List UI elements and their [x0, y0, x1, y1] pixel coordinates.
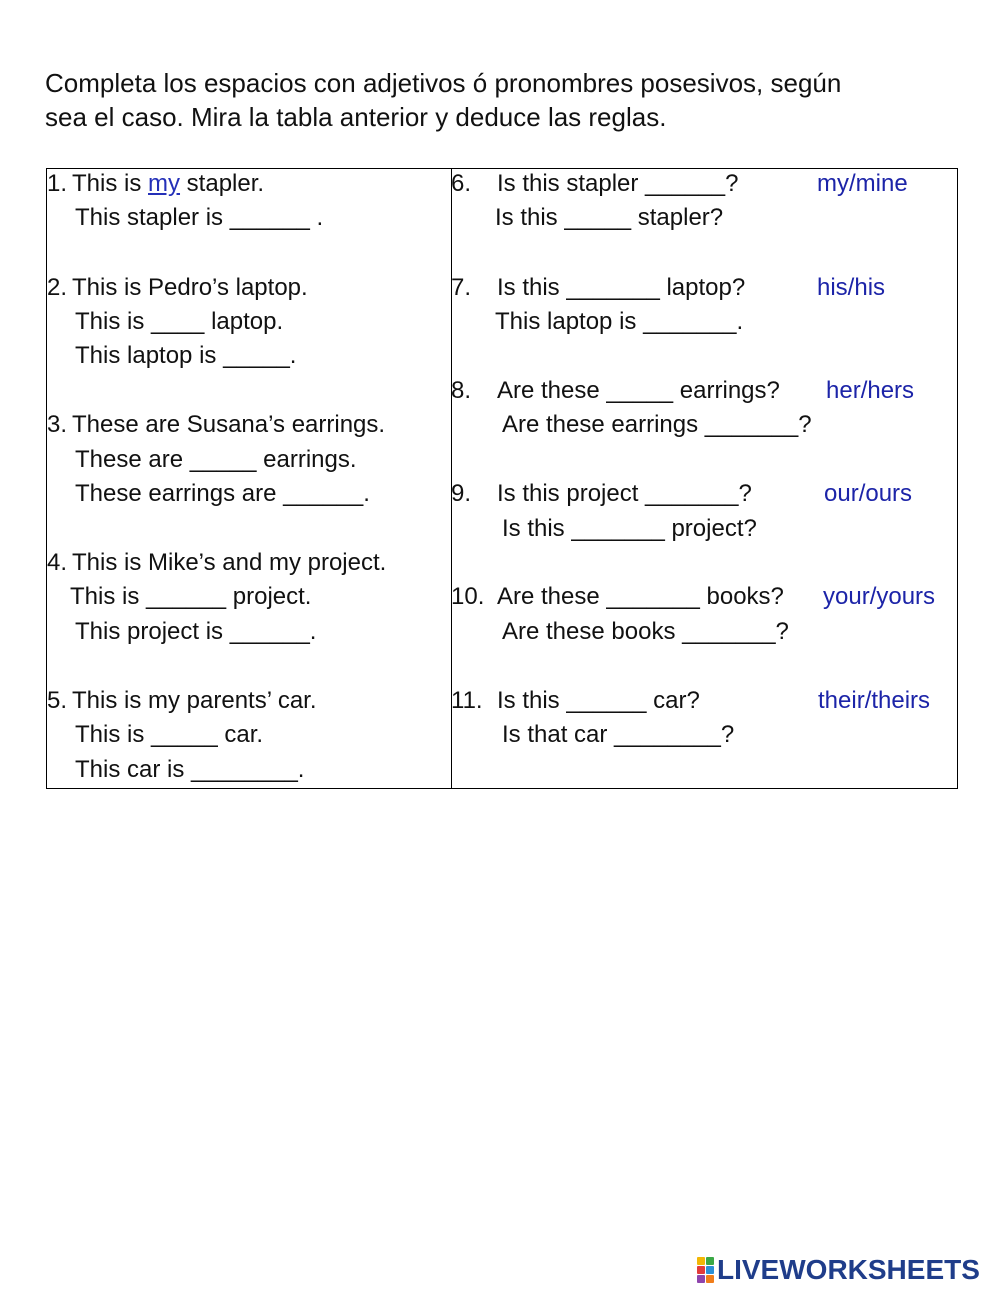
- exercise-2-sentence-c: This laptop is _____.: [75, 342, 297, 369]
- exercise-9-sentence-a: Is this project _______?: [497, 480, 752, 507]
- instructions-line-2: sea el caso. Mira la tabla anterior y deduce las reglas.: [45, 102, 667, 132]
- exercise-6-sentence-b: Is this _____ stapler?: [495, 204, 724, 231]
- exercise-table: [46, 168, 958, 789]
- hint-his-his: his/his: [817, 274, 886, 301]
- exercise-5-sentence-c: This car is ________.: [75, 756, 305, 783]
- exercise-1-sentence-a: This is my stapler.: [72, 170, 265, 197]
- liveworksheets-logo-text: LIVEWORKSHEETS: [717, 1254, 980, 1285]
- instructions-line-1: Completa los espacios con adjetivos ó pronombres posesivos, según: [45, 68, 842, 98]
- exercise-6-sentence-a: Is this stapler ______?: [497, 170, 739, 197]
- exercise-number: 9.: [451, 480, 472, 507]
- exercise-number: 1.: [47, 170, 68, 197]
- exercise-7-sentence-a: Is this _______ laptop?: [497, 274, 746, 301]
- exercise-2-sentence-a: This is Pedro’s laptop.: [72, 274, 308, 301]
- exercise-11-sentence-a: Is this ______ car?: [497, 687, 700, 714]
- hint-your-yours: your/yours: [823, 583, 936, 610]
- exercise-number: 7.: [451, 274, 472, 301]
- exercise-number: 5.: [47, 687, 68, 714]
- exercise-number: 6.: [451, 170, 472, 197]
- exercise-9-sentence-b: Is this _______ project?: [502, 515, 757, 542]
- exercise-2-sentence-b: This is ____ laptop.: [75, 308, 284, 335]
- exercise-number: 4.: [47, 549, 68, 576]
- exercise-5-sentence-b: This is _____ car.: [75, 721, 264, 748]
- exercise-7-sentence-b: This laptop is _______.: [495, 308, 744, 335]
- exercise-10-sentence-a: Are these _______ books?: [497, 583, 784, 610]
- hint-our-ours: our/ours: [824, 480, 913, 507]
- exercise-4-sentence-c: This project is ______.: [75, 618, 317, 645]
- exercise-4-sentence-b: This is ______ project.: [70, 583, 312, 610]
- exercise-number: 3.: [47, 411, 68, 438]
- exercise-3-sentence-a: These are Susana’s earrings.: [72, 411, 386, 438]
- liveworksheets-logo[interactable]: [697, 1255, 980, 1285]
- exercise-number: 11.: [451, 687, 483, 714]
- exercise-11-sentence-b: Is that car ________?: [502, 721, 735, 748]
- exercise-5-sentence-a: This is my parents’ car.: [72, 687, 317, 714]
- hint-my-mine: my/mine: [817, 170, 908, 197]
- my-link[interactable]: my: [148, 170, 181, 197]
- exercise-number: 8.: [451, 377, 472, 404]
- hint-their-theirs: their/theirs: [818, 687, 931, 714]
- hint-her-hers: her/hers: [826, 377, 915, 404]
- exercise-4-sentence-a: This is Mike’s and my project.: [72, 549, 387, 576]
- exercise-number: 10.: [451, 583, 485, 610]
- liveworksheets-logo-icon: [697, 1257, 714, 1283]
- exercise-1-sentence-b: This stapler is ______ .: [75, 204, 324, 231]
- instructions: [45, 66, 975, 134]
- exercise-number: 2.: [47, 274, 68, 301]
- exercise-10-sentence-b: Are these books _______?: [502, 618, 789, 645]
- exercise-8-sentence-b: Are these earrings _______?: [502, 411, 812, 438]
- exercise-3-sentence-b: These are _____ earrings.: [75, 446, 357, 473]
- exercise-8-sentence-a: Are these _____ earrings?: [497, 377, 780, 404]
- exercise-3-sentence-c: These earrings are ______.: [75, 480, 370, 507]
